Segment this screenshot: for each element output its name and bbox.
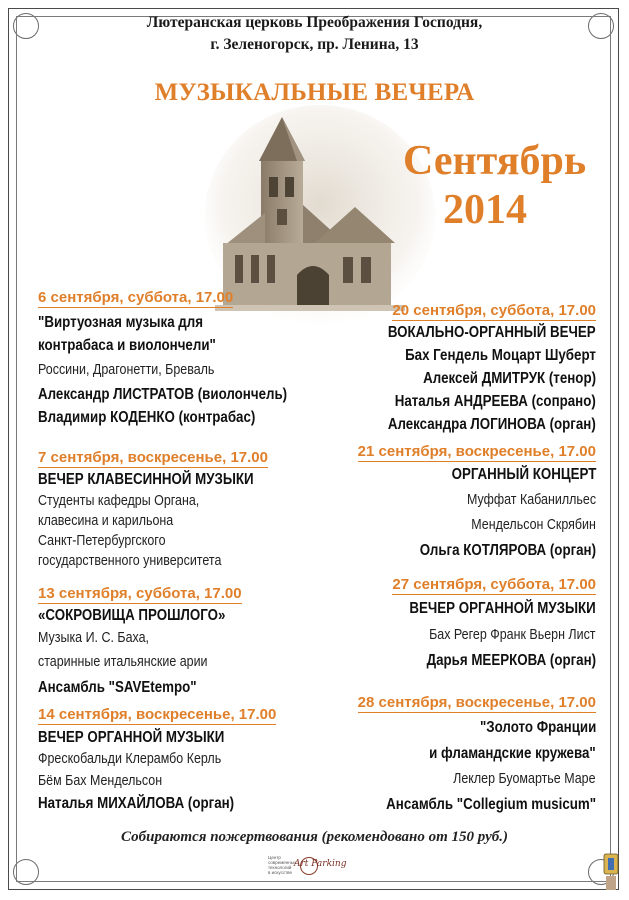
event-date: 27 сентября, суббота, 17.00: [392, 576, 596, 593]
event-date: 21 сентября, воскресенье, 17.00: [357, 443, 596, 460]
logo-script: Art Parking: [294, 859, 347, 869]
event-title: ВЕЧЕР ОРГАННОЙ МУЗЫКИ: [38, 729, 225, 746]
event-description: клавесина и карильона: [38, 513, 174, 529]
logo-caption-line: в искусстве: [268, 870, 293, 875]
event-composers: Мендельсон Скрябин: [471, 517, 596, 533]
event-performer: Дарья МЕЕРКОВА (орган): [426, 652, 596, 669]
event-performer: Александра ЛОГИНОВА (орган): [388, 416, 596, 433]
event-date: 7 сентября, воскресенье, 17.00: [38, 449, 268, 466]
event-performer: Наталья МИХАЙЛОВА (орган): [38, 795, 235, 812]
event-performer: Наталья АНДРЕЕВА (сопрано): [394, 393, 596, 410]
year-label: 2014: [443, 187, 527, 233]
event-title: ВЕЧЕР КЛАВЕСИННОЙ МУЗЫКИ: [38, 471, 254, 488]
logo-caption-line: современных: [268, 860, 297, 865]
donation-note: Собираются пожертвования (рекомендовано от 150 руб.): [121, 829, 508, 845]
event-title: "Золото Франции: [479, 719, 596, 736]
event-composers: Россини, Драгонетти, Бреваль: [38, 362, 215, 378]
event-performer: Александр ЛИСТРАТОВ (виолончель): [38, 386, 288, 403]
logo-caption-line: Центр: [268, 855, 281, 860]
event-composers: Муффат Кабанилльес: [466, 492, 596, 508]
event-title: «СОКРОВИЩА ПРОШЛОГО»: [38, 607, 226, 624]
event-title: ОРГАННЫЙ КОНЦЕРТ: [451, 466, 596, 483]
event-date: 20 сентября, суббота, 17.00: [392, 302, 596, 319]
event-description: Санкт-Петербургского: [38, 533, 166, 549]
event-description: государственного университета: [38, 553, 222, 569]
event-performer: Ансамбль "Collegium musicum": [386, 796, 596, 813]
event-performer: Ансамбль "SAVEtempo": [38, 679, 197, 696]
event-performer: Ольга КОТЛЯРОВА (орган): [419, 542, 596, 559]
poster-title: МУЗЫКАЛЬНЫЕ ВЕЧЕРА: [154, 79, 475, 106]
month-label: Сентябрь: [403, 138, 587, 184]
event-date: 6 сентября, суббота, 17.00: [38, 289, 234, 306]
zelenogorsk-emblem-icon: [600, 852, 622, 892]
event-description: старинные итальянские арии: [38, 654, 208, 670]
event-title: ВОКАЛЬНО-ОРГАННЫЙ ВЕЧЕР: [388, 324, 596, 341]
event-title: "Виртуозная музыка для: [38, 314, 204, 331]
event-date: 13 сентября, суббота, 17.00: [38, 585, 242, 602]
logo-caption-line: технологий: [268, 865, 292, 870]
event-composers: Бём Бах Мендельсон: [38, 773, 163, 789]
event-composers: Бах Регер Франк Вьерн Лист: [429, 627, 596, 643]
event-performer: Владимир КОДЕНКО (контрабас): [38, 409, 256, 426]
event-composers: Леклер Буомартье Маре: [453, 771, 596, 787]
event-composers: Фрескобальди Клерамбо Керль: [38, 751, 222, 767]
event-performer: Алексей ДМИТРУК (тенор): [423, 370, 596, 387]
art-parking-logo: [268, 853, 368, 883]
church-illustration: [205, 95, 435, 325]
event-title: и фламандские кружева": [429, 745, 596, 762]
event-date: 28 сентября, воскресенье, 17.00: [357, 694, 596, 711]
venue-name: Лютеранская церковь Преображения Господня,: [146, 14, 483, 31]
event-title: контрабаса и виолончели": [38, 337, 216, 354]
venue-address: г. Зеленогорск, пр. Ленина, 13: [210, 36, 419, 53]
event-description: Музыка И. С. Баха,: [38, 630, 150, 646]
event-date: 14 сентября, воскресенье, 17.00: [38, 706, 277, 723]
event-composers: Бах Гендель Моцарт Шуберт: [405, 347, 596, 364]
event-description: Студенты кафедры Органа,: [38, 493, 200, 509]
event-title: ВЕЧЕР ОРГАННОЙ МУЗЫКИ: [409, 600, 596, 617]
